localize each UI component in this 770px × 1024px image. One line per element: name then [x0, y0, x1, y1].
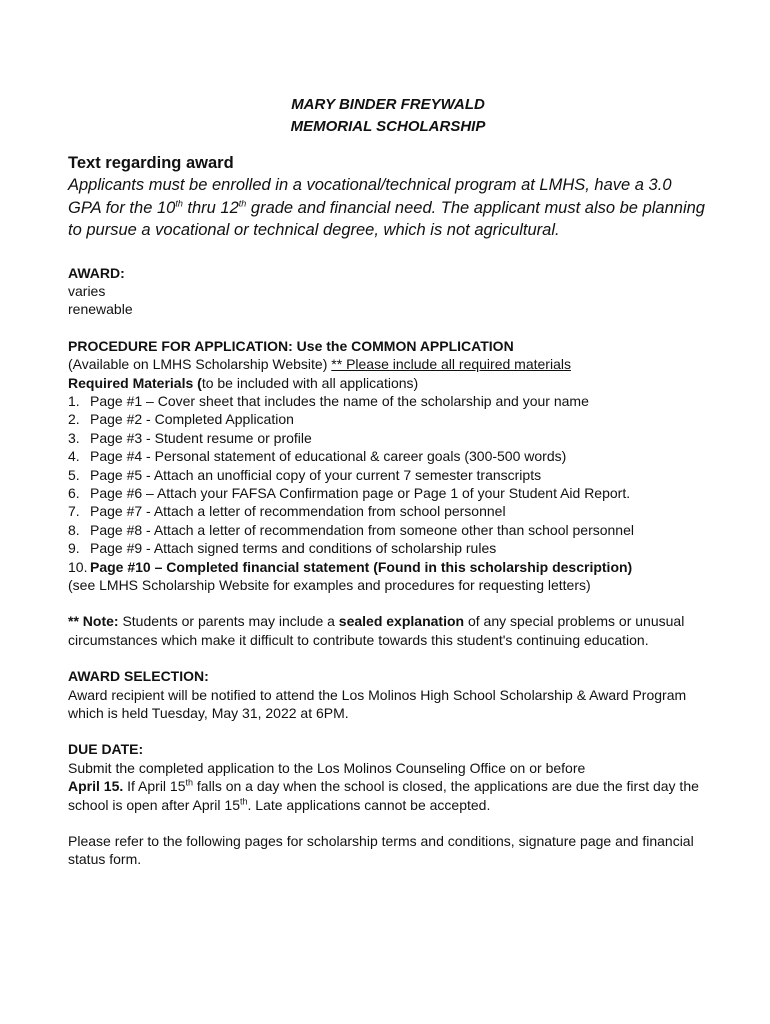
required-label: Required Materials (	[68, 374, 202, 391]
selection-text: Award recipient will be notified to attend the Los Molinos High School Scholarship & Award Program which is held Tuesday, May 31, 2022 at 6PM.	[68, 686, 687, 722]
due-text-2: falls on a day when the school is closed, the applications are due the first day the school is open after April 15	[68, 778, 699, 813]
item-num: 8.	[68, 521, 80, 538]
intro-text-2: thru 12	[182, 198, 239, 217]
title-line-1: MARY BINDER FREYWALD	[291, 96, 485, 113]
due-text-3: . Late applications cannot be accepted.	[247, 796, 491, 813]
list-item	[68, 410, 708, 428]
list-item	[68, 429, 708, 447]
intro-sup-1: th	[175, 198, 183, 208]
intro-text-1: Applicants must be enrolled in a vocational/technical program at LMHS, have a 3.0 GPA for the 10	[68, 176, 672, 217]
list-item	[68, 539, 708, 557]
item-num: 4.	[68, 448, 80, 465]
item-num: 5.	[68, 466, 80, 483]
intro-heading: Text regarding award	[68, 154, 234, 172]
due-paragraph	[68, 777, 708, 814]
item-text: Page #3 - Student resume or profile	[90, 429, 312, 446]
due-date-bold: April 15.	[68, 778, 124, 795]
spacer	[68, 242, 708, 264]
spacer	[68, 814, 708, 832]
due-section	[68, 740, 708, 814]
intro-paragraph	[68, 174, 708, 242]
document-title	[68, 94, 708, 138]
procedure-section	[68, 337, 708, 595]
list-item	[68, 392, 708, 410]
item-num: 9.	[68, 540, 80, 557]
list-item	[68, 521, 708, 539]
spacer	[68, 722, 708, 740]
due-sup-2: th	[240, 796, 248, 806]
item-num: 7.	[68, 503, 80, 520]
selection-label: AWARD SELECTION:	[68, 668, 209, 685]
item-num: 3.	[68, 429, 80, 446]
list-item	[68, 447, 708, 465]
item-text: Page #1 – Cover sheet that includes the name of the scholarship and your name	[90, 392, 589, 409]
selection-section	[68, 667, 708, 722]
include-note: ** Please include all required materials	[331, 356, 571, 373]
due-text-1: If April 15	[123, 778, 186, 795]
spacer	[68, 649, 708, 667]
spacer	[68, 319, 708, 337]
required-rest: to be included with all applications)	[201, 374, 419, 391]
see-website-note: (see LMHS Scholarship Website for examples and procedures for requesting letters)	[68, 577, 591, 593]
item-text: Page #9 - Attach signed terms and conditions of scholarship rules	[90, 540, 497, 557]
item-text: Page #6 – Attach your FAFSA Confirmation page or Page 1 of your Student Aid Report.	[90, 484, 631, 501]
note-label: ** Note:	[68, 613, 119, 630]
list-item	[68, 502, 708, 520]
note-text-1: Students or parents may include a	[118, 613, 339, 630]
item-text: Page #2 - Completed Application	[90, 411, 294, 428]
award-section	[68, 264, 708, 319]
procedure-available	[68, 355, 708, 373]
list-item	[68, 558, 708, 576]
due-line-1: Submit the completed application to the Los Molinos Counseling Office on or before	[68, 759, 586, 776]
award-line-1: varies	[68, 282, 106, 299]
list-item	[68, 484, 708, 502]
award-line-2: renewable	[68, 301, 133, 318]
title-line-2: MEMORIAL SCHOLARSHIP	[290, 118, 486, 135]
note-bold: sealed explanation	[338, 613, 465, 630]
available-text: (Available on LMHS Scholarship Website)	[68, 356, 332, 373]
due-label: DUE DATE:	[68, 741, 144, 758]
item-text: Page #8 - Attach a letter of recommendation from someone other than school personnel	[90, 521, 634, 538]
note-text-2: of any special problems or unusual circumstances which make it difficult to contribute towards this student's continuing education.	[68, 613, 685, 648]
item-text: Page #5 - Attach an unofficial copy of your current 7 semester transcripts	[90, 466, 542, 483]
item-num: 2.	[68, 411, 80, 428]
item-num: 6.	[68, 484, 80, 501]
spacer	[68, 594, 708, 612]
note-paragraph	[68, 612, 708, 649]
item-num: 1.	[68, 392, 80, 409]
procedure-label: PROCEDURE FOR APPLICATION: Use the COMMON APPLICATION	[68, 337, 514, 354]
intro-text-3: grade and financial need. The applicant must also be planning to pursue a vocational or technical degree, which is not agricultural.	[68, 198, 705, 239]
item-text: Page #10 – Completed financial statement (Found in this scholarship description)	[90, 558, 633, 575]
refer-paragraph: Please refer to the following pages for scholarship terms and conditions, signature page and financial status form.	[68, 833, 694, 868]
due-sup-1: th	[185, 777, 194, 788]
item-text: Page #4 - Personal statement of educational & career goals (300-500 words)	[90, 448, 567, 465]
item-num: 10.	[68, 558, 88, 575]
intro-sup-2: th	[238, 198, 247, 208]
list-item	[68, 466, 708, 484]
award-label: AWARD:	[68, 264, 125, 281]
item-text: Page #7 - Attach a letter of recommendation from school personnel	[90, 503, 506, 520]
document-page	[68, 94, 708, 869]
required-list	[68, 392, 708, 576]
required-materials	[68, 374, 708, 392]
